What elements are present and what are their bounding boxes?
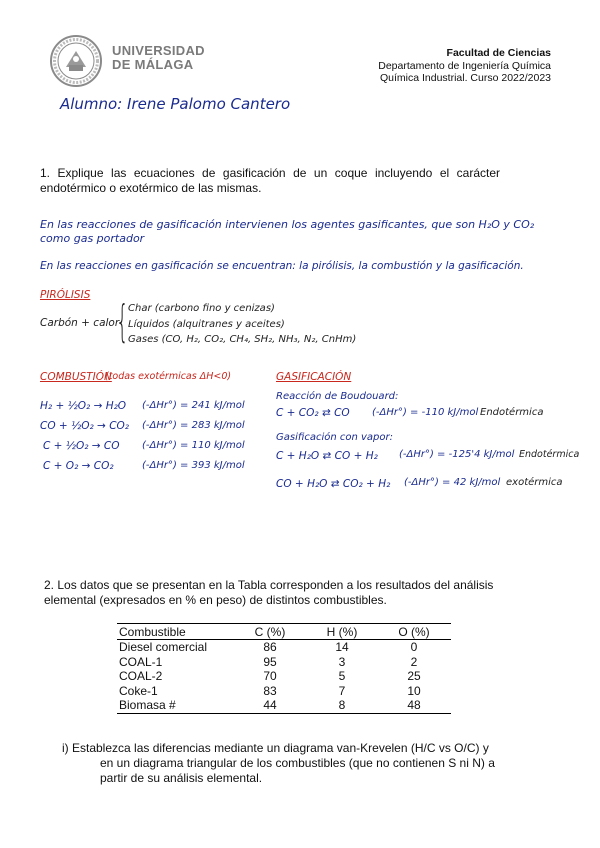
pirolisis-product-char: Char (carbono fino y cenizas) xyxy=(128,303,275,314)
header-c: C (%) xyxy=(235,624,307,640)
answer-intro-line3: En las reacciones en gasificación se encuentran: la pirólisis, la combustión y la gasificación. xyxy=(40,260,524,272)
vapor-label: Gasificación con vapor: xyxy=(276,432,393,443)
gasificacion-title: GASIFICACIÓN xyxy=(276,371,352,383)
cell-o: 2 xyxy=(410,654,418,669)
pirolisis-reactant: Carbón + calor xyxy=(40,317,120,329)
vapor2-eq: CO + H₂O ⇄ CO₂ + H₂ xyxy=(276,478,391,490)
cell-o: 10 xyxy=(407,683,421,698)
cell-fuel: Biomasa # xyxy=(117,698,235,713)
vapor1-type: Endotérmica xyxy=(519,449,580,460)
cell-c: 95 xyxy=(263,654,277,669)
cell-h: 3 xyxy=(338,654,346,669)
cell-o: 0 xyxy=(410,640,418,654)
question-2-i-line2: en un diagrama triangular de los combustibles (que no contienen S ni N) a xyxy=(100,756,495,770)
elemental-analysis-table xyxy=(117,623,451,714)
cell-fuel: COAL-2 xyxy=(119,669,163,683)
header-h: H (%) xyxy=(307,624,379,640)
cell-c: 44 xyxy=(235,698,307,713)
combustion-eq-1: H₂ + ½O₂ → H₂O xyxy=(40,400,127,412)
header-combustible: Combustible xyxy=(117,624,235,640)
student-name: Alumno: Irene Palomo Cantero xyxy=(60,95,291,113)
cell-h: 8 xyxy=(307,698,379,713)
cell-fuel: Diesel comercial xyxy=(119,640,208,654)
question-2-i xyxy=(62,741,512,786)
boudouard-label: Reacción de Boudouard: xyxy=(276,391,399,402)
cell-o: 25 xyxy=(407,669,421,683)
table-row xyxy=(117,669,451,684)
combustion-dh-2: (-ΔHr°) = 283 kJ/mol xyxy=(142,420,245,431)
boudouard-eq: C + CO₂ ⇄ CO xyxy=(276,407,350,419)
university-seal-logo xyxy=(50,35,102,87)
pirolisis-product-gases: Gases (CO, H₂, CO₂, CH₄, SH₂, NH₃, N₂, CnHm) xyxy=(128,334,357,345)
combustion-dh-1: (-ΔHr°) = 241 kJ/mol xyxy=(142,400,245,411)
combustion-note: (todas exotérmicas ΔH<0) xyxy=(105,371,232,382)
university-wordmark: UNIVERSIDAD DE MÁLAGA xyxy=(112,43,205,72)
answer-intro-line2: como gas portador xyxy=(40,232,145,245)
table-row xyxy=(117,698,451,713)
header-o: O (%) xyxy=(379,624,451,640)
pirolisis-title: PIRÓLISIS xyxy=(40,289,91,301)
cell-o: 48 xyxy=(379,698,451,713)
header-info xyxy=(378,47,551,85)
boudouard-dh: (-ΔHr°) = -110 kJ/mol xyxy=(372,407,479,418)
cell-fuel: Coke-1 xyxy=(119,683,158,698)
vapor2-type: exotérmica xyxy=(506,477,563,488)
vapor1-dh: (-ΔHr°) = -125'4 kJ/mol xyxy=(399,449,515,460)
department-name: Departamento de Ingeniería Química xyxy=(378,59,551,72)
course-name: Química Industrial. Curso 2022/2023 xyxy=(379,72,551,84)
combustion-dh-3: (-ΔHr°) = 110 kJ/mol xyxy=(142,440,245,451)
pirolisis-product-liquidos: Líquidos (alquitranes y aceites) xyxy=(128,319,285,330)
combustion-dh-4: (-ΔHr°) = 393 kJ/mol xyxy=(142,460,245,471)
question-2: 2. Los datos que se presentan en la Tabla corresponden a los resultados del análisis elemental (expresados en % en peso) de distintos combustibles. xyxy=(44,578,494,607)
cell-h: 5 xyxy=(338,669,346,683)
vapor1-eq: C + H₂O ⇄ CO + H₂ xyxy=(276,450,378,462)
faculty-name: Facultad de Ciencias xyxy=(446,47,551,59)
question-1: 1. Explique las ecuaciones de gasificación de un coque incluyendo el carácter endotérmico o exotérmico de las mismas. xyxy=(40,166,500,195)
cell-h: 7 xyxy=(338,683,346,698)
table-row xyxy=(117,684,451,699)
table-row xyxy=(117,655,451,670)
cell-c: 83 xyxy=(263,683,277,698)
table-row xyxy=(117,640,451,655)
cell-fuel: COAL-1 xyxy=(119,654,163,669)
cell-c: 70 xyxy=(263,669,277,683)
question-2-i-line3: partir de su análisis elemental. xyxy=(100,771,263,785)
question-2-i-line1: i) Establezca las diferencias mediante un diagrama van-Krevelen (H/C vs O/C) y xyxy=(62,741,489,755)
combustion-eq-4: C + O₂ → CO₂ xyxy=(43,460,114,472)
answer-intro-line1: En las reacciones de gasificación intervienen los agentes gasificantes, que son H₂O y CO₂ xyxy=(40,218,535,231)
combustion-title: COMBUSTIÓN xyxy=(40,371,112,383)
vapor2-dh: (-ΔHr°) = 42 kJ/mol xyxy=(404,477,501,488)
cell-c: 86 xyxy=(263,640,277,654)
combustion-eq-2: CO + ½O₂ → CO₂ xyxy=(40,420,129,432)
cell-h: 14 xyxy=(335,640,349,654)
combustion-eq-3: C + ½O₂ → CO xyxy=(43,440,120,452)
brace-icon: { xyxy=(116,296,129,347)
table-header-row xyxy=(117,624,451,640)
boudouard-type: Endotérmica xyxy=(480,407,544,418)
